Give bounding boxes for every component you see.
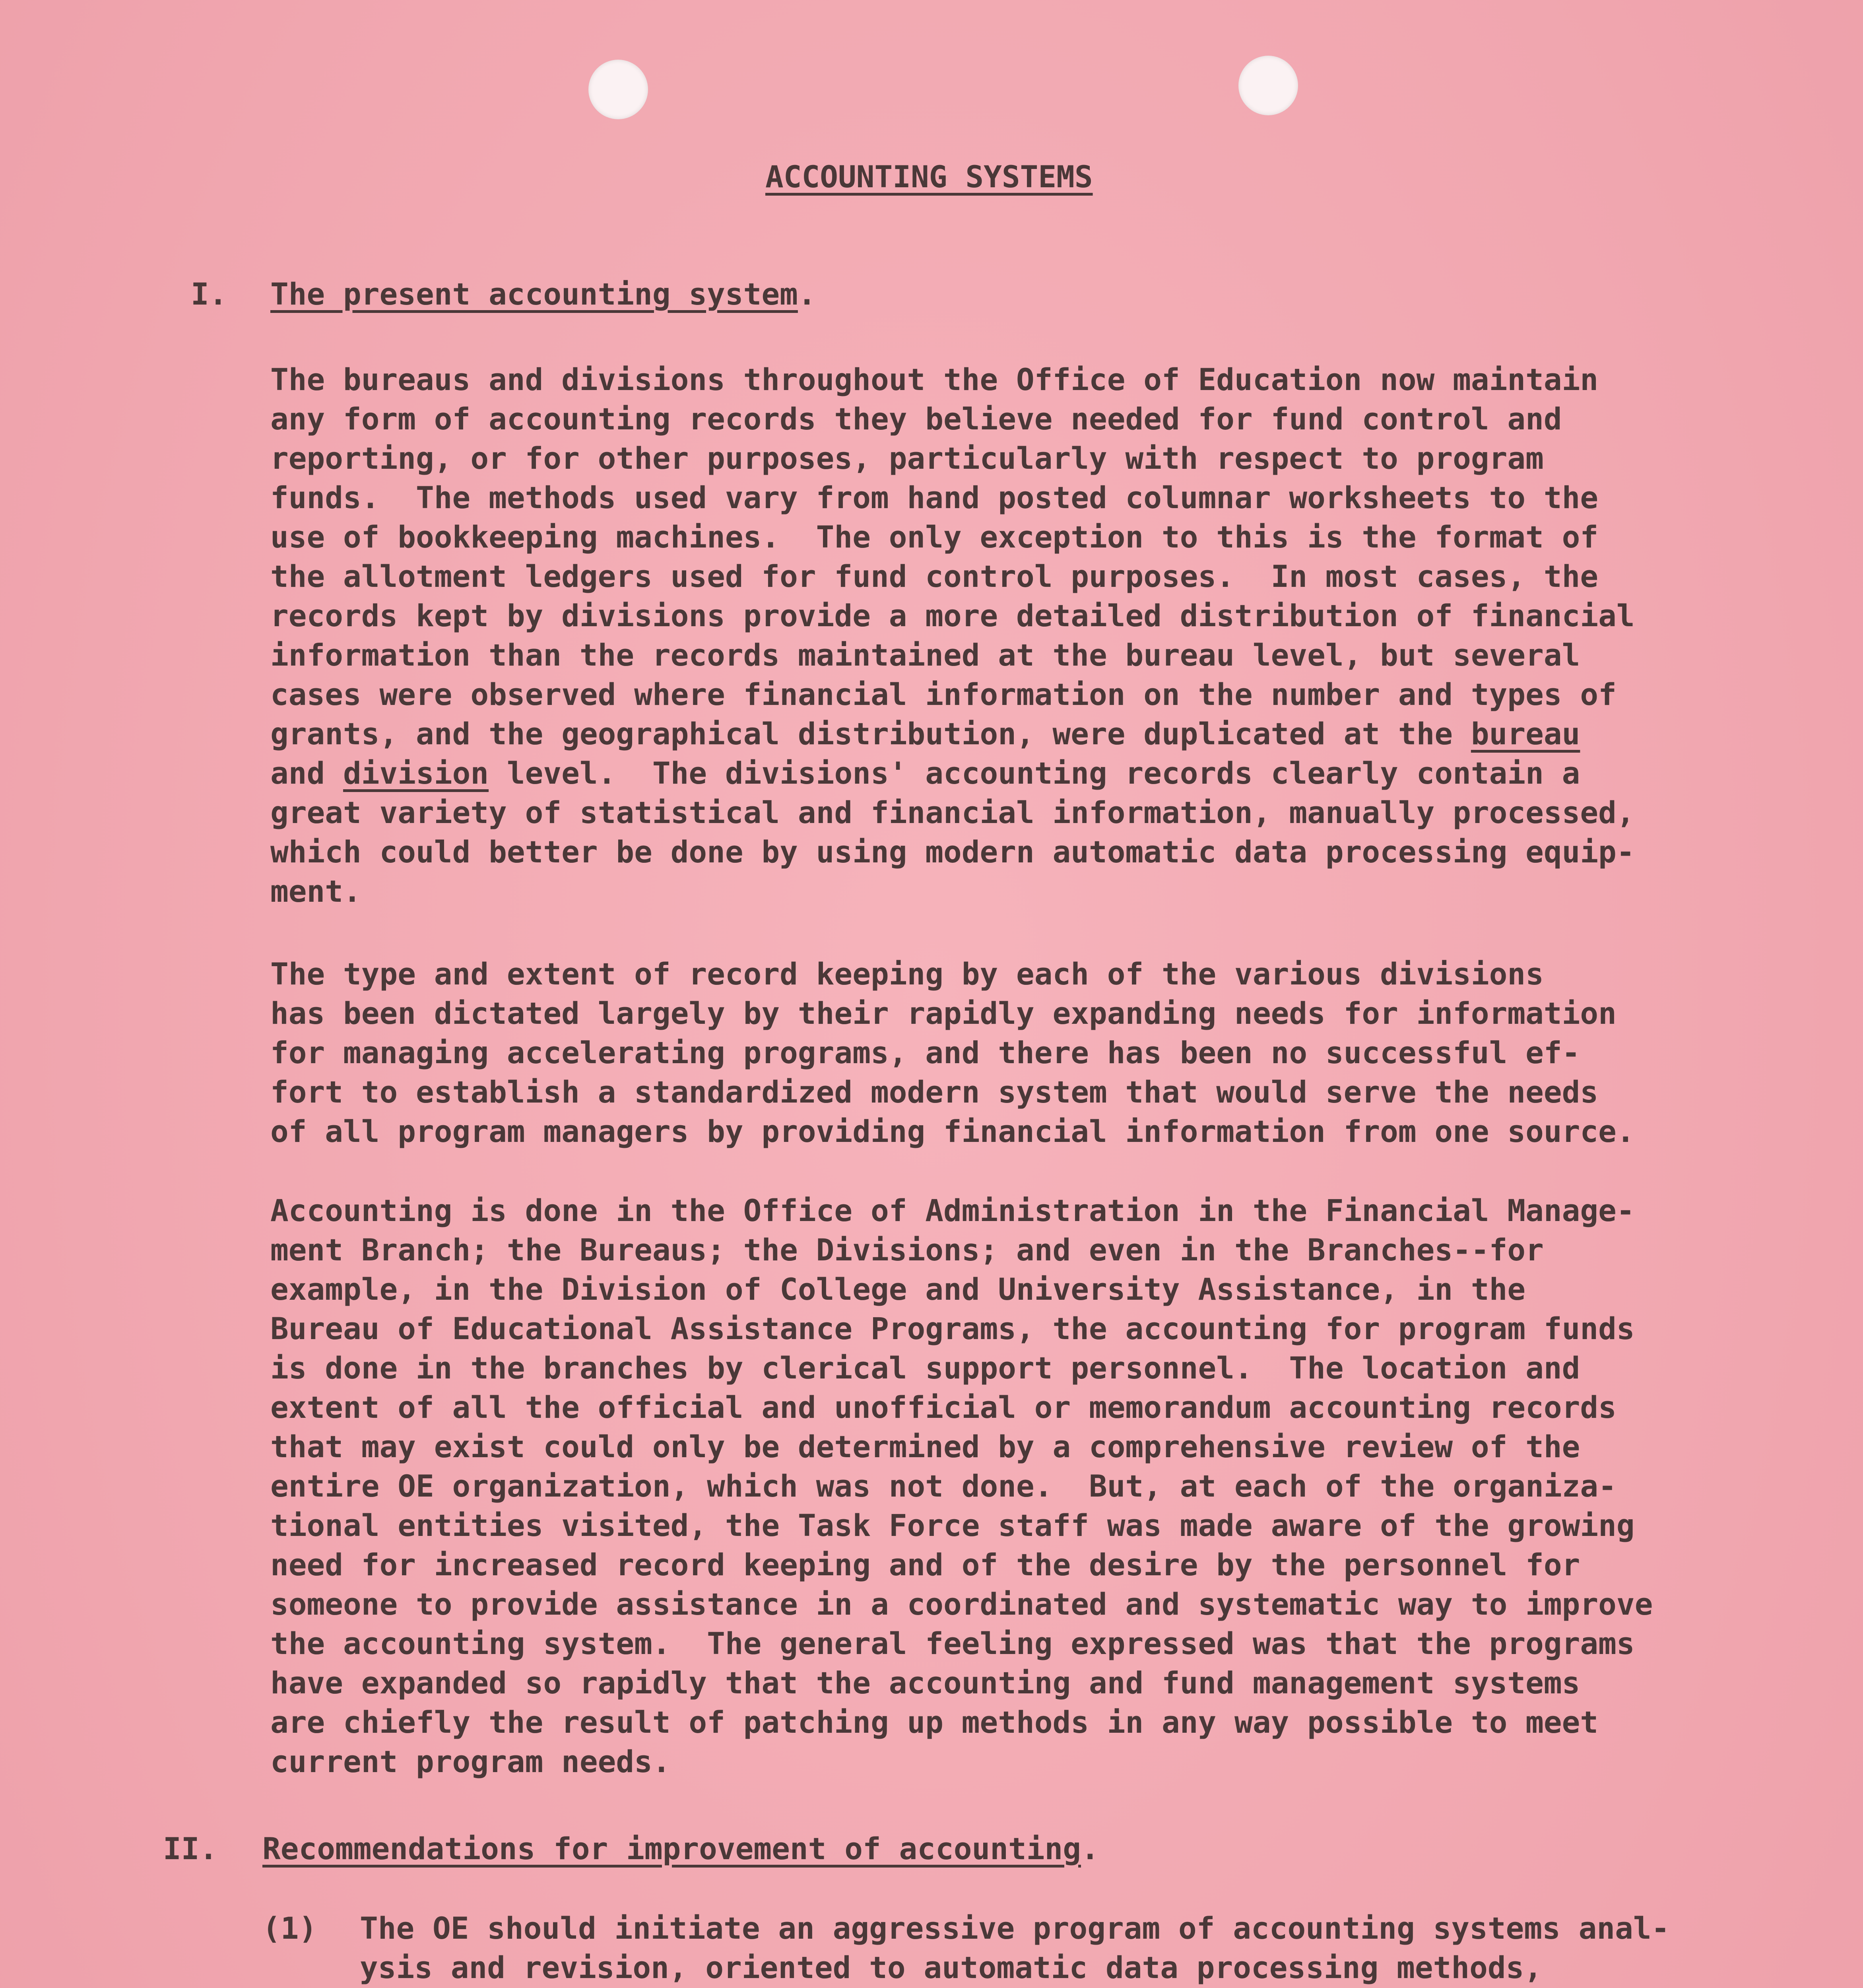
punch-hole-right (1238, 56, 1298, 115)
paragraph-1-line: grants, and the geographical distribution, were duplicated at the (270, 716, 1471, 751)
paragraph-1 (270, 360, 1635, 911)
paragraph-1-line: great variety of statistical and financial information, manually processed, (270, 795, 1635, 830)
paragraph-3-line: someone to provide assistance in a coordinated and systematic way to improve (270, 1586, 1653, 1622)
paragraph-3-line: extent of all the official and unofficial or memorandum accounting records (270, 1390, 1617, 1425)
underlined-word-division: division (343, 755, 489, 791)
paragraph-2-line: fort to establish a standardized modern system that would serve the needs (270, 1074, 1599, 1110)
section-2-heading (262, 1829, 1099, 1868)
paragraph-2-line: for managing accelerating programs, and there has been no successful ef- (270, 1035, 1580, 1070)
section-2-number: II. (163, 1831, 218, 1866)
paragraph-1-line: use of bookkeeping machines. The only exception to this is the format of (270, 519, 1599, 555)
paragraph-1-line: level. The divisions' accounting records clearly contain a (489, 755, 1580, 791)
section-1-heading-period: . (798, 276, 816, 312)
section-2-heading-text: Recommendations for improvement of accounting (262, 1831, 1081, 1866)
paragraph-3-line: example, in the Division of College and University Assistance, in the (270, 1272, 1526, 1307)
paragraph-2-line: The type and extent of record keeping by each of the various divisions (270, 956, 1544, 992)
paragraph-1-line: cases were observed where financial information on the number and types of (270, 677, 1617, 712)
paragraph-3-line: entire OE organization, which was not done. But, at each of the organiza- (270, 1468, 1617, 1504)
paragraph-3-line: tional entities visited, the Task Force staff was made aware of the growing (270, 1508, 1635, 1543)
paragraph-1-line: the allotment ledgers used for fund control purposes. In most cases, the (270, 559, 1599, 594)
paragraph-3-line: current program needs. (270, 1744, 671, 1779)
underlined-word-bureau: bureau (1471, 716, 1580, 751)
paragraph-2-line: has been dictated largely by their rapidly expanding needs for information (270, 996, 1617, 1031)
paragraph-3-line: ment Branch; the Bureaus; the Divisions; and even in the Branches--for (270, 1232, 1544, 1268)
paragraph-2-line: of all program managers by providing financial information from one source. (270, 1114, 1635, 1149)
paragraph-3-line: Bureau of Educational Assistance Programs, the accounting for program funds (270, 1311, 1635, 1346)
recommendation-1-line: The OE should initiate an aggressive program of accounting systems anal- (360, 1910, 1670, 1946)
paragraph-3-line: the accounting system. The general feeling expressed was that the programs (270, 1626, 1635, 1661)
paragraph-1-line: and (270, 755, 343, 791)
paragraph-2 (270, 954, 1635, 1151)
paragraph-1-line: funds. The methods used vary from hand posted columnar worksheets to the (270, 480, 1599, 515)
section-1-heading (270, 274, 816, 314)
section-2-heading-period: . (1081, 1831, 1099, 1866)
paragraph-3-line: have expanded so rapidly that the accounting and fund management systems (270, 1665, 1580, 1701)
section-1-number: I. (191, 276, 227, 312)
paragraph-1-line: information than the records maintained at the bureau level, but several (270, 637, 1580, 673)
paragraph-3-line: Accounting is done in the Office of Administration in the Financial Manage- (270, 1193, 1635, 1228)
paragraph-3-line: is done in the branches by clerical support personnel. The location and (270, 1350, 1580, 1386)
paragraph-1-line: The bureaus and divisions throughout the Office of Education now maintain (270, 362, 1599, 397)
paragraph-3-line: that may exist could only be determined by a comprehensive review of the (270, 1429, 1580, 1464)
paragraph-3 (270, 1191, 1653, 1781)
paragraph-3-line: need for increased record keeping and of the desire by the personnel for (270, 1547, 1580, 1582)
paragraph-1-line: reporting, or for other purposes, particularly with respect to program (270, 441, 1544, 476)
paragraph-1-line: ment. (270, 874, 361, 909)
paragraph-1-line: records kept by divisions provide a more detailed distribution of financial (270, 598, 1635, 633)
recommendation-1-line: ysis and revision, oriented to automatic data processing methods, (360, 1950, 1543, 1985)
document-title: ACCOUNTING SYSTEMS (765, 159, 1093, 194)
paragraph-3-line: are chiefly the result of patching up methods in any way possible to meet (270, 1705, 1599, 1740)
punch-hole-left (588, 60, 648, 119)
paragraph-1-line: which could better be done by using modern automatic data processing equip- (270, 834, 1635, 870)
recommendation-1-text (360, 1908, 1688, 1988)
paragraph-1-line: any form of accounting records they believe needed for fund control and (270, 401, 1562, 437)
recommendation-1-number: (1) (262, 1910, 317, 1946)
section-1-heading-text: The present accounting system (270, 276, 798, 312)
